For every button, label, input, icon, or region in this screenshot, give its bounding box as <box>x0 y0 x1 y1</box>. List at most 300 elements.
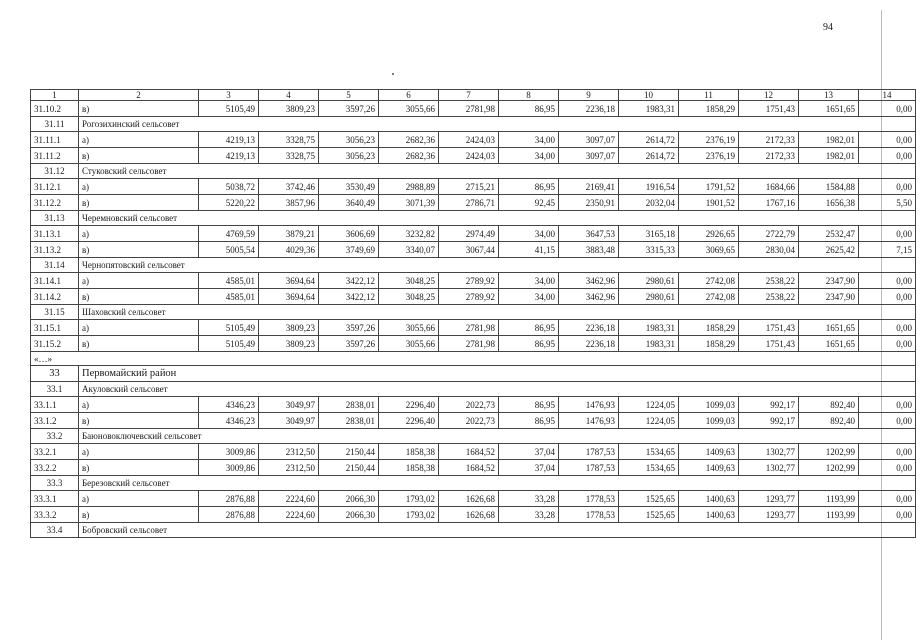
value-cell: 3857,96 <box>259 195 319 211</box>
value-cell: 3809,23 <box>259 336 319 352</box>
value-cell: 3315,33 <box>619 242 679 258</box>
value-cell: 1626,68 <box>439 491 499 507</box>
value-cell: 0,00 <box>859 336 916 352</box>
value-cell: 992,17 <box>739 413 799 429</box>
value-cell: 2876,88 <box>199 507 259 523</box>
value-cell: 3049,97 <box>259 397 319 413</box>
district-code: 33 <box>31 366 79 382</box>
value-cell: 2150,44 <box>319 444 379 460</box>
row-label: в) <box>79 336 199 352</box>
value-cell: 1983,31 <box>619 320 679 336</box>
value-cell: 34,00 <box>499 148 559 164</box>
table-row <box>31 226 916 242</box>
value-cell: 1476,93 <box>559 413 619 429</box>
value-cell: 1983,31 <box>619 101 679 117</box>
value-cell: 4346,23 <box>199 397 259 413</box>
value-cell: 2532,47 <box>799 226 859 242</box>
row-code: 31.15.2 <box>31 336 79 352</box>
value-cell: 1534,65 <box>619 460 679 476</box>
value-cell: 3462,96 <box>559 273 619 289</box>
value-cell: 1982,01 <box>799 132 859 148</box>
table-row <box>31 320 916 336</box>
value-cell: 2296,40 <box>379 413 439 429</box>
value-cell: 0,00 <box>859 397 916 413</box>
value-cell: 1651,65 <box>799 336 859 352</box>
value-cell: 3009,86 <box>199 460 259 476</box>
value-cell: 1793,02 <box>379 491 439 507</box>
value-cell: 3879,21 <box>259 226 319 242</box>
value-cell: 1982,01 <box>799 148 859 164</box>
value-cell: 2224,60 <box>259 507 319 523</box>
value-cell: 2312,50 <box>259 460 319 476</box>
value-cell: 41,15 <box>499 242 559 258</box>
section-row <box>31 211 916 226</box>
value-cell: 1584,88 <box>799 179 859 195</box>
section-code: 31.12 <box>31 164 79 179</box>
value-cell: 1193,99 <box>799 491 859 507</box>
value-cell: 2424,03 <box>439 132 499 148</box>
value-cell: 3056,23 <box>319 132 379 148</box>
row-label: в) <box>79 148 199 164</box>
value-cell: 4585,01 <box>199 273 259 289</box>
table-row <box>31 397 916 413</box>
column-header: 6 <box>379 90 439 101</box>
row-label: в) <box>79 460 199 476</box>
section-code: 33.4 <box>31 523 79 538</box>
value-cell: 1767,16 <box>739 195 799 211</box>
row-code: 33.3.1 <box>31 491 79 507</box>
value-cell: 3606,69 <box>319 226 379 242</box>
value-cell: 3462,96 <box>559 289 619 305</box>
value-cell: 2538,22 <box>739 273 799 289</box>
value-cell: 0,00 <box>859 289 916 305</box>
value-cell: 2236,18 <box>559 320 619 336</box>
value-cell: 1651,65 <box>799 101 859 117</box>
value-cell: 1684,52 <box>439 460 499 476</box>
column-header: 13 <box>799 90 859 101</box>
value-cell: 2347,90 <box>799 289 859 305</box>
column-header: 1 <box>31 90 79 101</box>
value-cell: 1525,65 <box>619 491 679 507</box>
section-label: Баюновоключевский сельсовет <box>79 429 916 444</box>
value-cell: 1656,38 <box>799 195 859 211</box>
value-cell: 3055,66 <box>379 101 439 117</box>
value-cell: 3809,23 <box>259 101 319 117</box>
value-cell: 1400,63 <box>679 507 739 523</box>
section-code: 31.11 <box>31 117 79 132</box>
value-cell: 2980,61 <box>619 289 679 305</box>
value-cell: 1901,52 <box>679 195 739 211</box>
column-header: 5 <box>319 90 379 101</box>
value-cell: 1858,29 <box>679 336 739 352</box>
row-code: 31.11.1 <box>31 132 79 148</box>
value-cell: 2066,30 <box>319 507 379 523</box>
value-cell: 2312,50 <box>259 444 319 460</box>
row-label: а) <box>79 132 199 148</box>
value-cell: 2376,19 <box>679 132 739 148</box>
value-cell: 1751,43 <box>739 320 799 336</box>
section-code: 31.14 <box>31 258 79 273</box>
row-code: 33.3.2 <box>31 507 79 523</box>
value-cell: 0,00 <box>859 273 916 289</box>
value-cell: 2614,72 <box>619 132 679 148</box>
section-label: Березовский сельсовет <box>79 476 916 491</box>
value-cell: 1302,77 <box>739 444 799 460</box>
section-row <box>31 476 916 491</box>
value-cell: 4585,01 <box>199 289 259 305</box>
value-cell: 34,00 <box>499 289 559 305</box>
value-cell: 0,00 <box>859 101 916 117</box>
table-row <box>31 179 916 195</box>
row-code: 31.12.2 <box>31 195 79 211</box>
value-cell: 7,15 <box>859 242 916 258</box>
value-cell: 0,00 <box>859 179 916 195</box>
value-cell: 5105,49 <box>199 320 259 336</box>
table-row <box>31 413 916 429</box>
value-cell: 2786,71 <box>439 195 499 211</box>
value-cell: 1791,52 <box>679 179 739 195</box>
section-row <box>31 382 916 397</box>
value-cell: 86,95 <box>499 179 559 195</box>
row-label: а) <box>79 273 199 289</box>
column-header: 11 <box>679 90 739 101</box>
table-row <box>31 444 916 460</box>
value-cell: 4346,23 <box>199 413 259 429</box>
value-cell: 1202,99 <box>799 444 859 460</box>
value-cell: 1224,05 <box>619 413 679 429</box>
value-cell: 3328,75 <box>259 132 319 148</box>
value-cell: 3232,82 <box>379 226 439 242</box>
value-cell: 3640,49 <box>319 195 379 211</box>
row-code: 31.14.2 <box>31 289 79 305</box>
table-header-row <box>31 90 916 101</box>
value-cell: 3340,07 <box>379 242 439 258</box>
value-cell: 1684,52 <box>439 444 499 460</box>
value-cell: 2296,40 <box>379 397 439 413</box>
value-cell: 0,00 <box>859 460 916 476</box>
value-cell: 2169,41 <box>559 179 619 195</box>
value-cell: 34,00 <box>499 132 559 148</box>
ellipsis-row <box>31 352 916 366</box>
section-label: Рогозихинский сельсовет <box>79 117 916 132</box>
value-cell: 2830,04 <box>739 242 799 258</box>
value-cell: 3056,23 <box>319 148 379 164</box>
value-cell: 2022,73 <box>439 397 499 413</box>
value-cell: 1293,77 <box>739 507 799 523</box>
section-row <box>31 117 916 132</box>
value-cell: 34,00 <box>499 226 559 242</box>
row-label: а) <box>79 444 199 460</box>
value-cell: 1202,99 <box>799 460 859 476</box>
value-cell: 0,00 <box>859 444 916 460</box>
table-row <box>31 148 916 164</box>
section-label: Акуловский сельсовет <box>79 382 916 397</box>
value-cell: 86,95 <box>499 101 559 117</box>
value-cell: 3749,69 <box>319 242 379 258</box>
value-cell: 3097,07 <box>559 148 619 164</box>
value-cell: 0,00 <box>859 507 916 523</box>
table-row <box>31 132 916 148</box>
value-cell: 0,00 <box>859 148 916 164</box>
section-code: 31.15 <box>31 305 79 320</box>
section-label: Шаховский сельсовет <box>79 305 916 320</box>
row-code: 33.1.2 <box>31 413 79 429</box>
row-code: 31.14.1 <box>31 273 79 289</box>
row-label: в) <box>79 413 199 429</box>
value-cell: 5038,72 <box>199 179 259 195</box>
column-header: 14 <box>859 90 916 101</box>
value-cell: 2974,49 <box>439 226 499 242</box>
value-cell: 1099,03 <box>679 413 739 429</box>
district-row <box>31 366 916 382</box>
value-cell: 37,04 <box>499 460 559 476</box>
value-cell: 1778,53 <box>559 507 619 523</box>
value-cell: 3530,49 <box>319 179 379 195</box>
value-cell: 1787,53 <box>559 460 619 476</box>
value-cell: 2781,98 <box>439 336 499 352</box>
value-cell: 86,95 <box>499 397 559 413</box>
column-header: 9 <box>559 90 619 101</box>
value-cell: 4029,36 <box>259 242 319 258</box>
value-cell: 2236,18 <box>559 336 619 352</box>
column-header: 12 <box>739 90 799 101</box>
value-cell: 1858,38 <box>379 444 439 460</box>
value-cell: 3694,64 <box>259 273 319 289</box>
value-cell: 1224,05 <box>619 397 679 413</box>
row-label: в) <box>79 242 199 258</box>
column-header: 4 <box>259 90 319 101</box>
value-cell: 34,00 <box>499 273 559 289</box>
row-code: 31.12.1 <box>31 179 79 195</box>
table-row <box>31 460 916 476</box>
row-label: а) <box>79 491 199 507</box>
value-cell: 2742,08 <box>679 273 739 289</box>
district-label: Первомайский район <box>79 366 916 382</box>
value-cell: 92,45 <box>499 195 559 211</box>
value-cell: 3071,39 <box>379 195 439 211</box>
value-cell: 5,50 <box>859 195 916 211</box>
section-label: Чернопятовский сельсовет <box>79 258 916 273</box>
row-label: а) <box>79 320 199 336</box>
value-cell: 3328,75 <box>259 148 319 164</box>
value-cell: 1534,65 <box>619 444 679 460</box>
value-cell: 2032,04 <box>619 195 679 211</box>
value-cell: 1858,29 <box>679 101 739 117</box>
value-cell: 33,28 <box>499 507 559 523</box>
value-cell: 2789,92 <box>439 273 499 289</box>
value-cell: 86,95 <box>499 336 559 352</box>
table-row <box>31 336 916 352</box>
section-code: 33.2 <box>31 429 79 444</box>
row-code: 31.13.1 <box>31 226 79 242</box>
column-header: 10 <box>619 90 679 101</box>
value-cell: 0,00 <box>859 413 916 429</box>
value-cell: 3009,86 <box>199 444 259 460</box>
column-header: 8 <box>499 90 559 101</box>
value-cell: 2376,19 <box>679 148 739 164</box>
value-cell: 1778,53 <box>559 491 619 507</box>
column-header: 7 <box>439 90 499 101</box>
row-label: в) <box>79 195 199 211</box>
row-label: а) <box>79 397 199 413</box>
section-code: 31.13 <box>31 211 79 226</box>
table-row <box>31 491 916 507</box>
table-row <box>31 195 916 211</box>
section-row <box>31 258 916 273</box>
value-cell: 86,95 <box>499 320 559 336</box>
row-code: 31.10.2 <box>31 101 79 117</box>
value-cell: 33,28 <box>499 491 559 507</box>
section-code: 33.1 <box>31 382 79 397</box>
value-cell: 0,00 <box>859 226 916 242</box>
section-label: Бобровский сельсовет <box>79 523 916 538</box>
table-row <box>31 507 916 523</box>
table-body <box>31 101 916 538</box>
value-cell: 2988,89 <box>379 179 439 195</box>
value-cell: 3742,46 <box>259 179 319 195</box>
section-row <box>31 305 916 320</box>
page-number: 94 <box>823 22 833 33</box>
value-cell: 2022,73 <box>439 413 499 429</box>
row-code: 31.15.1 <box>31 320 79 336</box>
value-cell: 3069,65 <box>679 242 739 258</box>
value-cell: 1751,43 <box>739 101 799 117</box>
value-cell: 3049,97 <box>259 413 319 429</box>
value-cell: 2682,36 <box>379 148 439 164</box>
value-cell: 1476,93 <box>559 397 619 413</box>
table-row <box>31 101 916 117</box>
value-cell: 3694,64 <box>259 289 319 305</box>
row-code: 31.11.2 <box>31 148 79 164</box>
value-cell: 1916,54 <box>619 179 679 195</box>
value-cell: 2347,90 <box>799 273 859 289</box>
value-cell: 1409,63 <box>679 444 739 460</box>
value-cell: 3809,23 <box>259 320 319 336</box>
table-row <box>31 289 916 305</box>
value-cell: 2926,65 <box>679 226 739 242</box>
value-cell: 2876,88 <box>199 491 259 507</box>
scan-speck <box>392 73 394 75</box>
value-cell: 3422,12 <box>319 273 379 289</box>
row-code: 33.1.1 <box>31 397 79 413</box>
table-row <box>31 242 916 258</box>
value-cell: 2715,21 <box>439 179 499 195</box>
tariff-table <box>30 89 916 538</box>
row-code: 33.2.1 <box>31 444 79 460</box>
row-code: 33.2.2 <box>31 460 79 476</box>
value-cell: 1293,77 <box>739 491 799 507</box>
value-cell: 1793,02 <box>379 507 439 523</box>
value-cell: 3055,66 <box>379 320 439 336</box>
value-cell: 1787,53 <box>559 444 619 460</box>
value-cell: 1099,03 <box>679 397 739 413</box>
value-cell: 2980,61 <box>619 273 679 289</box>
value-cell: 2224,60 <box>259 491 319 507</box>
column-header: 2 <box>79 90 199 101</box>
value-cell: 2172,33 <box>739 148 799 164</box>
section-row <box>31 164 916 179</box>
value-cell: 1400,63 <box>679 491 739 507</box>
value-cell: 3048,25 <box>379 273 439 289</box>
value-cell: 1684,66 <box>739 179 799 195</box>
value-cell: 3097,07 <box>559 132 619 148</box>
section-label: Черемновский сельсовет <box>79 211 916 226</box>
value-cell: 2236,18 <box>559 101 619 117</box>
value-cell: 2424,03 <box>439 148 499 164</box>
value-cell: 992,17 <box>739 397 799 413</box>
value-cell: 1525,65 <box>619 507 679 523</box>
value-cell: 2722,79 <box>739 226 799 242</box>
value-cell: 86,95 <box>499 413 559 429</box>
row-code: 31.13.2 <box>31 242 79 258</box>
value-cell: 1858,38 <box>379 460 439 476</box>
value-cell: 1302,77 <box>739 460 799 476</box>
value-cell: 0,00 <box>859 320 916 336</box>
value-cell: 0,00 <box>859 491 916 507</box>
value-cell: 4219,13 <box>199 148 259 164</box>
value-cell: 2838,01 <box>319 413 379 429</box>
value-cell: 2614,72 <box>619 148 679 164</box>
value-cell: 2682,36 <box>379 132 439 148</box>
value-cell: 2172,33 <box>739 132 799 148</box>
value-cell: 3422,12 <box>319 289 379 305</box>
section-row <box>31 429 916 444</box>
value-cell: 1751,43 <box>739 336 799 352</box>
value-cell: 2742,08 <box>679 289 739 305</box>
value-cell: 1651,65 <box>799 320 859 336</box>
value-cell: 3597,26 <box>319 320 379 336</box>
value-cell: 2625,42 <box>799 242 859 258</box>
value-cell: 1193,99 <box>799 507 859 523</box>
value-cell: 37,04 <box>499 444 559 460</box>
row-label: в) <box>79 289 199 305</box>
value-cell: 5005,54 <box>199 242 259 258</box>
section-row <box>31 523 916 538</box>
value-cell: 3165,18 <box>619 226 679 242</box>
value-cell: 4219,13 <box>199 132 259 148</box>
row-label: в) <box>79 507 199 523</box>
value-cell: 3597,26 <box>319 101 379 117</box>
value-cell: 4769,59 <box>199 226 259 242</box>
row-label: а) <box>79 179 199 195</box>
value-cell: 5105,49 <box>199 101 259 117</box>
ellipsis-mark: «…» <box>31 352 916 366</box>
value-cell: 5105,49 <box>199 336 259 352</box>
table-row <box>31 273 916 289</box>
value-cell: 1409,63 <box>679 460 739 476</box>
section-label: Стуковский сельсовет <box>79 164 916 179</box>
section-code: 33.3 <box>31 476 79 491</box>
value-cell: 3883,48 <box>559 242 619 258</box>
value-cell: 2150,44 <box>319 460 379 476</box>
row-label: в) <box>79 101 199 117</box>
value-cell: 892,40 <box>799 397 859 413</box>
value-cell: 3647,53 <box>559 226 619 242</box>
value-cell: 3055,66 <box>379 336 439 352</box>
value-cell: 2838,01 <box>319 397 379 413</box>
value-cell: 3048,25 <box>379 289 439 305</box>
value-cell: 5220,22 <box>199 195 259 211</box>
value-cell: 2350,91 <box>559 195 619 211</box>
value-cell: 2781,98 <box>439 320 499 336</box>
column-header: 3 <box>199 90 259 101</box>
value-cell: 1983,31 <box>619 336 679 352</box>
value-cell: 1626,68 <box>439 507 499 523</box>
value-cell: 1858,29 <box>679 320 739 336</box>
value-cell: 2781,98 <box>439 101 499 117</box>
value-cell: 3597,26 <box>319 336 379 352</box>
value-cell: 892,40 <box>799 413 859 429</box>
